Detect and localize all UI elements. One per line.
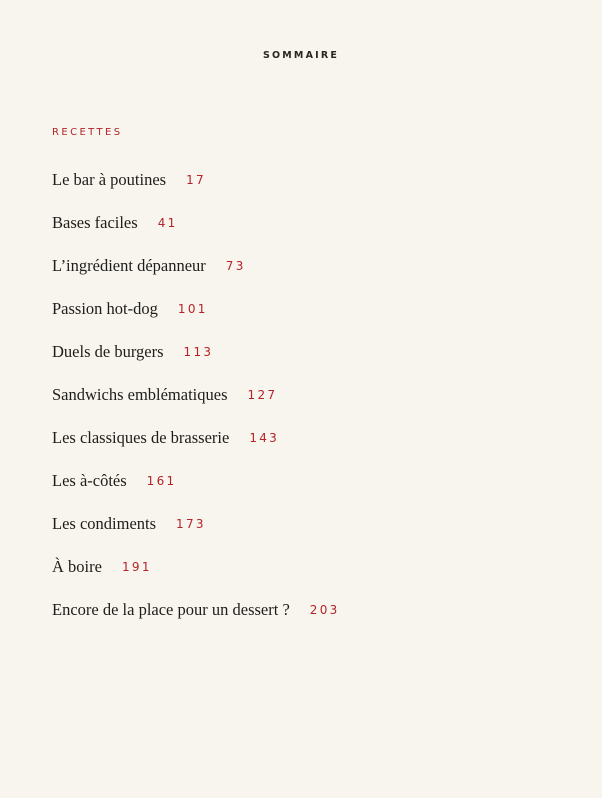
table-of-contents bbox=[52, 158, 340, 631]
toc-entry-page-number: 17 bbox=[186, 172, 206, 187]
toc-entry-page-number: 191 bbox=[121, 559, 152, 574]
toc-entry-burgers[interactable] bbox=[52, 330, 340, 373]
toc-entry-page-number: 101 bbox=[177, 301, 208, 316]
toc-entry-a-boire[interactable] bbox=[52, 545, 340, 588]
toc-entry-title: L’ingrédient dépanneur bbox=[52, 255, 206, 275]
toc-entry-page-number: 41 bbox=[157, 215, 178, 230]
toc-entry-page-number: 161 bbox=[146, 473, 177, 488]
toc-entry-condiments[interactable] bbox=[52, 502, 340, 545]
toc-entry-poutines[interactable] bbox=[52, 158, 340, 201]
section-label: RECETTES bbox=[52, 127, 123, 138]
toc-entry-dessert[interactable] bbox=[52, 588, 340, 631]
toc-entry-page-number: 173 bbox=[176, 516, 206, 531]
toc-entry-bases-faciles[interactable] bbox=[52, 201, 340, 244]
toc-entry-title: Bases faciles bbox=[52, 212, 138, 232]
toc-entry-page-number: 127 bbox=[247, 387, 278, 402]
toc-entry-a-cotes[interactable] bbox=[52, 459, 340, 502]
toc-entry-brasserie[interactable] bbox=[52, 416, 340, 459]
toc-entry-title: Les condiments bbox=[52, 513, 157, 533]
toc-entry-page-number: 203 bbox=[309, 602, 340, 617]
toc-entry-title: Le bar à poutines bbox=[52, 169, 167, 189]
toc-entry-title: Sandwichs emblématiques bbox=[52, 384, 228, 404]
toc-entry-title: Les à-côtés bbox=[52, 470, 127, 490]
page-title: SOMMAIRE bbox=[262, 50, 340, 61]
toc-entry-ingredient-depanneur[interactable] bbox=[52, 244, 340, 287]
toc-entry-title: Les classiques de brasserie bbox=[52, 427, 230, 447]
toc-entry-title: Duels de burgers bbox=[52, 341, 164, 361]
toc-entry-page-number: 143 bbox=[249, 430, 280, 445]
toc-entry-title: À boire bbox=[52, 556, 102, 576]
toc-entry-title: Passion hot-dog bbox=[52, 298, 158, 318]
toc-entry-page-number: 73 bbox=[225, 258, 246, 273]
toc-entry-title: Encore de la place pour un dessert ? bbox=[52, 599, 290, 619]
toc-entry-hot-dog[interactable] bbox=[52, 287, 340, 330]
toc-entry-page-number: 113 bbox=[183, 344, 214, 359]
toc-entry-sandwichs[interactable] bbox=[52, 373, 340, 416]
